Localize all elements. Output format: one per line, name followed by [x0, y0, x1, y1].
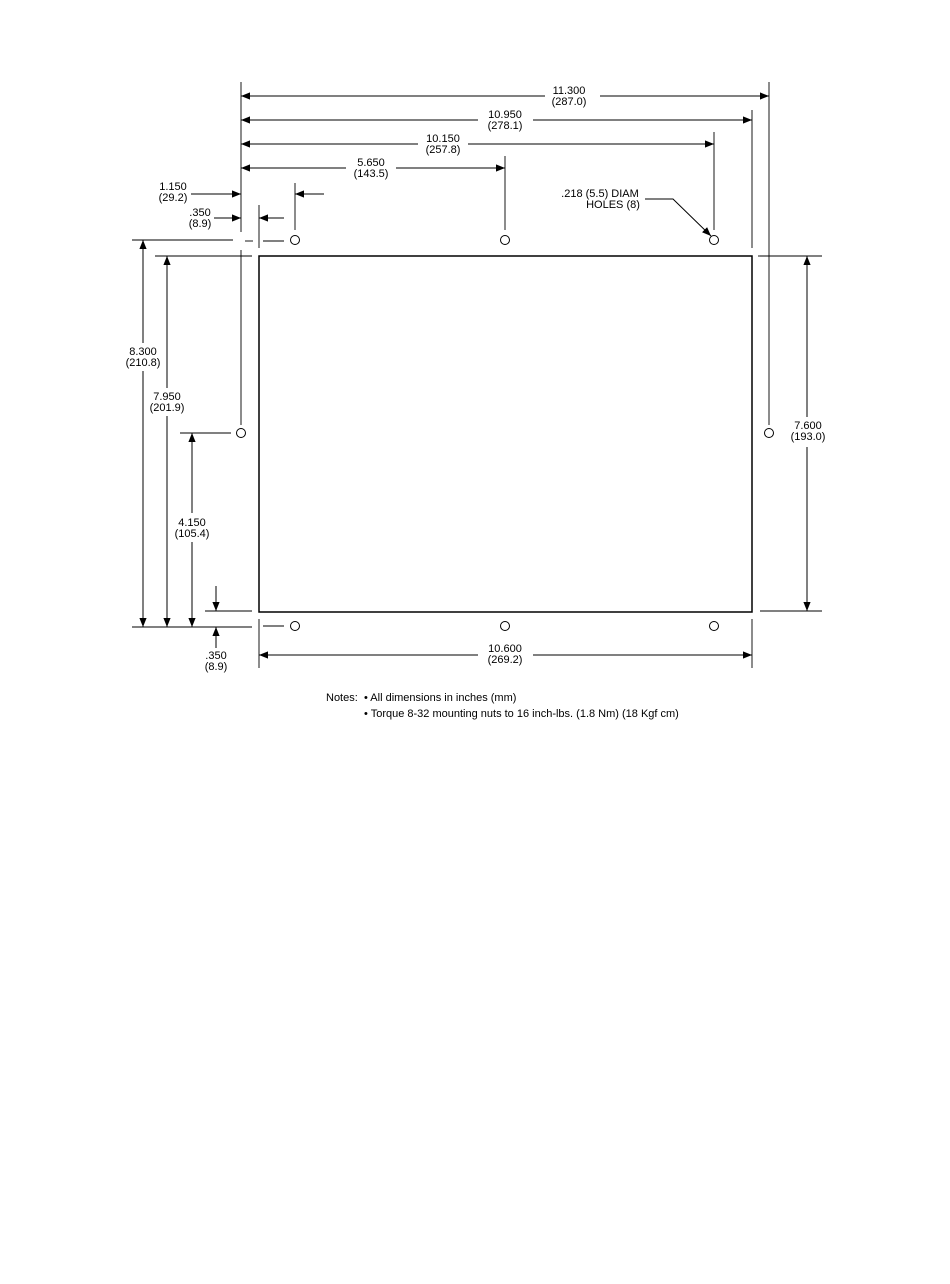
dim-label-mm: (143.5) [353, 168, 389, 180]
note-row [326, 690, 679, 706]
note-item: • Torque 8-32 mounting nuts to 16 inch-lbs. (1.8 Nm) (18 Kgf cm) [364, 708, 679, 720]
callout-line-2: HOLES (8) [586, 199, 640, 211]
dim-label-mm: (278.1) [487, 120, 523, 132]
mounting-hole [291, 236, 300, 245]
dim-label-in: 10.600 [488, 643, 522, 655]
mounting-hole [501, 622, 510, 631]
dim-hole-row-height [150, 256, 185, 627]
dim-label-in: .350 [189, 207, 211, 219]
dim-label-in: 1.150 [159, 181, 187, 193]
dim-label-mm: (8.9) [188, 218, 212, 230]
dim-label-mm: (8.9) [204, 661, 228, 673]
dim-label-mm: (257.8) [425, 144, 461, 156]
dim-side-hole-height [175, 433, 210, 627]
dim-label-mm: (105.4) [174, 528, 210, 540]
mounting-hole [765, 429, 774, 438]
notes-label-spacer [326, 706, 364, 722]
dim-overall-height [126, 240, 161, 627]
dim-label-mm: (29.2) [158, 192, 188, 204]
holes-callout [561, 188, 711, 236]
callout-line-1: .218 (5.5) DIAM [561, 188, 639, 200]
dim-label-in: 8.300 [129, 346, 157, 358]
dim-hole-span-inner [241, 133, 714, 156]
dim-label-in: 5.650 [357, 157, 385, 169]
dim-label-in: 7.950 [153, 391, 181, 403]
dim-label-in: 10.950 [488, 109, 522, 121]
dim-label-in: .350 [205, 650, 227, 662]
dim-label-in: 10.150 [426, 133, 460, 145]
notes-label: Notes: [326, 692, 358, 704]
dim-label-in: 7.600 [794, 420, 822, 432]
mounting-hole [710, 622, 719, 631]
dim-center-hole [241, 157, 505, 180]
dim-label-mm: (269.2) [487, 654, 523, 666]
note-row [326, 706, 679, 722]
dim-left-to-cutout [189, 207, 284, 230]
dim-hole-span-outer [241, 109, 752, 132]
dim-label-mm: (193.0) [790, 431, 826, 443]
mounting-hole [710, 236, 719, 245]
notes-block [326, 690, 679, 722]
panel-cutout [259, 256, 752, 612]
dim-overall-width [241, 85, 769, 108]
dim-label-mm: (201.9) [149, 402, 185, 414]
dim-cutout-width [259, 643, 752, 666]
mounting-hole [291, 622, 300, 631]
dim-cutout-height [791, 256, 826, 611]
note-item: • All dimensions in inches (mm) [364, 692, 517, 704]
mounting-hole [237, 429, 246, 438]
dim-label-in: 11.300 [552, 85, 586, 97]
dim-label-mm: (287.0) [551, 96, 587, 108]
dim-bottom-offset [205, 586, 228, 673]
dim-label-in: 4.150 [178, 517, 206, 529]
dim-label-mm: (210.8) [125, 357, 161, 369]
mounting-hole [501, 236, 510, 245]
